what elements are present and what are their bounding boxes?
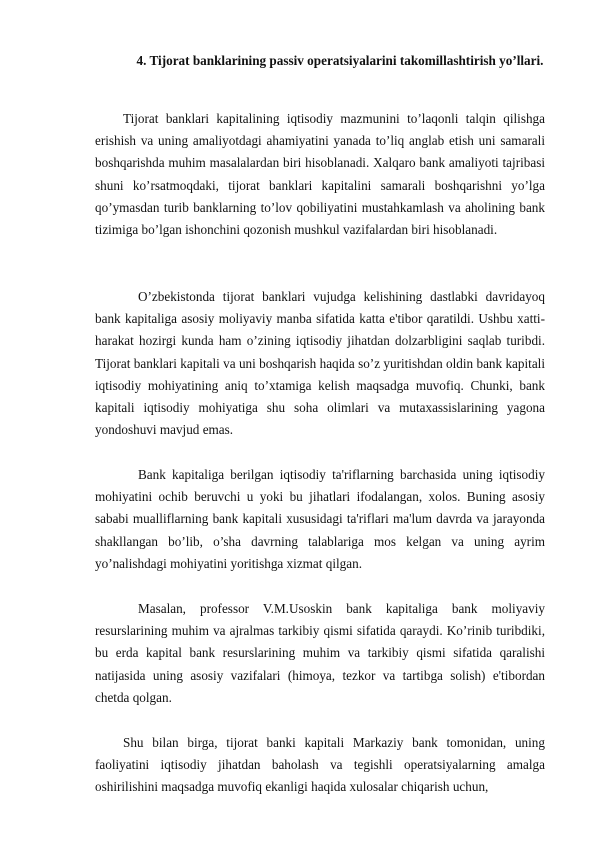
- paragraph-4: Masalan, professor V.M.Usoskin bank kapitaliga bank moliyaviy resurslarining muhim va ajralmas tarkibiy qismi sifatida qaraydi. Ko’rinib turibdiki, bu erda kapital bank resurslarining muhim va tarkibiy qismi sifatida qaralishi natijasida uning asosiy vazifalari (himoya, tezkor va tartibga solish) e'tibordan chetda qolgan.: [95, 601, 545, 705]
- paragraph-2: O’zbekistonda tijorat banklari vujudga kelishining dastlabki davridayoq bank kapitaliga asosiy moliyaviy manba sifatida katta e'tibor qaratildi. Ushbu xatti-harakat hozirgi kunda ham o’zining iqtisodiy jihatdan dolzarbligini saqlab turibdi. Tijorat banklari kapitali va uni boshqarish haqida so’z yuritishdan oldin bank kapitali iqtisodiy mohiyatining aniq to’xtamiga kelish maqsadga muvofiq. Chunki, bank kapitali iqtisodiy mohiyatiga shu soha olimlari va mutaxassislarining yagona yondoshuvi mavjud emas.: [95, 289, 545, 438]
- paragraph-1: Tijorat banklari kapitalining iqtisodiy mazmunini to’laqonli talqin qilishga erishish va uning amaliyotdagi ahamiyatini yanada to’liq anglab etish uni samarali boshqarishda muhim masalalardan biri hisoblanadi. Xalqaro bank amaliyoti tajribasi shuni ko’rsatmoqdaki, tijorat banklari kapitalini samarali boshqarishni yo’lga qo’ymasdan turib banklarning to’lov qobiliyatini mustahkamlash va aholining bank tizimiga bo’lgan ishonchini qozonish mushkul vazifalardan biri hisoblanadi.: [95, 111, 545, 238]
- paragraph-3: Bank kapitaliga berilgan iqtisodiy ta'riflarning barchasida uning iqtisodiy mohiyatini ochib beruvchi u yoki bu jihatlari ifodalangan, xolos. Buning asosiy sababi mualliflarning bank kapitali xususidagi ta'riflari ma'lum davrda va jarayonda shakllangan bo’lib, o’sha davrning talablariga mos kelgan va uning ayrim yo’nalishdagi mohiyatini yoritishga xizmat qilgan.: [95, 467, 545, 571]
- section-heading: 4. Tijorat banklarining passiv operatsiyalarini takomillashtirish yo’llari.: [136, 53, 544, 68]
- paragraph-5: Shu bilan birga, tijorat banki kapitali Markaziy bank tomonidan, uning faoliyatini iqtisodiy jihatdan baholash va tegishli operatsiyalarning amalga oshirilishini maqsadga muvofiq ekanligi haqida xulosalar chiqarish uchun,: [95, 735, 545, 795]
